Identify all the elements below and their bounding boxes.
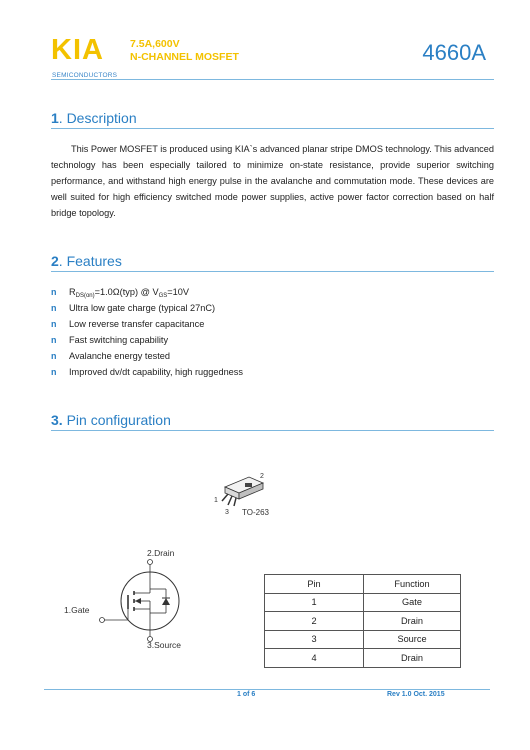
table-cell: 3 bbox=[265, 630, 364, 649]
table-cell: 4 bbox=[265, 649, 364, 668]
section-title: . Features bbox=[58, 253, 122, 269]
package-pin-1-label: 1 bbox=[214, 497, 218, 504]
company-logo-subtitle: SEMICONDUCTORS bbox=[52, 72, 118, 79]
section-heading-description bbox=[51, 110, 137, 126]
feature-item: n Fast switching capability bbox=[51, 332, 471, 348]
revision-info: Rev 1.0 Oct. 2015 bbox=[387, 691, 445, 698]
section-number: 2 bbox=[51, 253, 59, 269]
section-rule bbox=[51, 271, 494, 272]
section-rule bbox=[51, 128, 494, 129]
footer-rule bbox=[44, 689, 490, 690]
bullet-icon: n bbox=[51, 335, 57, 345]
device-type: N-CHANNEL MOSFET bbox=[130, 51, 239, 63]
package-pin-3-label: 3 bbox=[225, 509, 229, 516]
to263-package-icon bbox=[205, 465, 285, 525]
table-cell: Source bbox=[364, 630, 461, 649]
table-cell: 1 bbox=[265, 593, 364, 612]
header-rule bbox=[51, 79, 494, 80]
schematic-gate-label: 1.Gate bbox=[64, 605, 90, 615]
bullet-icon: n bbox=[51, 367, 57, 377]
section-rule bbox=[51, 430, 494, 431]
feature-item: n Avalanche energy tested bbox=[51, 348, 471, 364]
table-row bbox=[265, 630, 461, 649]
section-number: 3. bbox=[51, 412, 63, 428]
feature-item: n Low reverse transfer capacitance bbox=[51, 316, 471, 332]
rating-spec: 7.5A,600V bbox=[130, 38, 180, 50]
table-header-cell: Pin bbox=[265, 575, 364, 594]
section-heading-features bbox=[51, 253, 122, 269]
table-cell: Drain bbox=[364, 612, 461, 631]
bullet-icon: n bbox=[51, 303, 57, 313]
feature-item: n $R_{DS(on)}=1.0\Omega(typ)$ @ $V_{GS}=10V$ bbox=[51, 284, 471, 300]
table-row bbox=[265, 593, 461, 612]
part-number: 4660A bbox=[422, 40, 486, 65]
table-header-row bbox=[265, 575, 461, 594]
feature-item: n Ultra low gate charge (typical 27nC) bbox=[51, 300, 471, 316]
page-number: 1 of 6 bbox=[237, 691, 256, 698]
package-name-label: TO-263 bbox=[242, 508, 269, 517]
table-row bbox=[265, 649, 461, 668]
section-number: 1 bbox=[51, 110, 59, 126]
company-logo: KIA bbox=[51, 34, 104, 66]
schematic-source-label: 3.Source bbox=[147, 640, 182, 650]
pin-table bbox=[264, 574, 461, 668]
bullet-icon: n bbox=[51, 351, 57, 361]
table-header-cell: Function bbox=[364, 575, 461, 594]
bullet-icon: n bbox=[51, 319, 57, 329]
description-paragraph: This Power MOSFET is produced using KIA`s advanced planar stripe DMOS technology. This advanced technology has been especially tailored to minimize on-state resistance, provide superior switching performance, and withstand high energy pulse in the avalanche and commutation mode. These devices are well suited for high efficiency switched mode power supplies, active power factor correction based on half bridge topology. bbox=[51, 144, 494, 218]
description-text bbox=[51, 141, 494, 221]
section-title: Pin configuration bbox=[62, 412, 171, 428]
features-list bbox=[51, 284, 471, 380]
mosfet-schematic bbox=[50, 545, 200, 655]
table-cell: Gate bbox=[364, 593, 461, 612]
schematic-drain-label: 2.Drain bbox=[147, 548, 175, 558]
table-cell: 2 bbox=[265, 612, 364, 631]
section-heading-pin-configuration bbox=[51, 412, 171, 428]
bullet-icon: n bbox=[51, 287, 57, 297]
feature-item: n Improved dv/dt capability, high ruggedness bbox=[51, 364, 471, 380]
package-pin-2-label: 2 bbox=[260, 473, 264, 480]
table-cell: Drain bbox=[364, 649, 461, 668]
section-title: . Description bbox=[58, 110, 137, 126]
table-row bbox=[265, 612, 461, 631]
